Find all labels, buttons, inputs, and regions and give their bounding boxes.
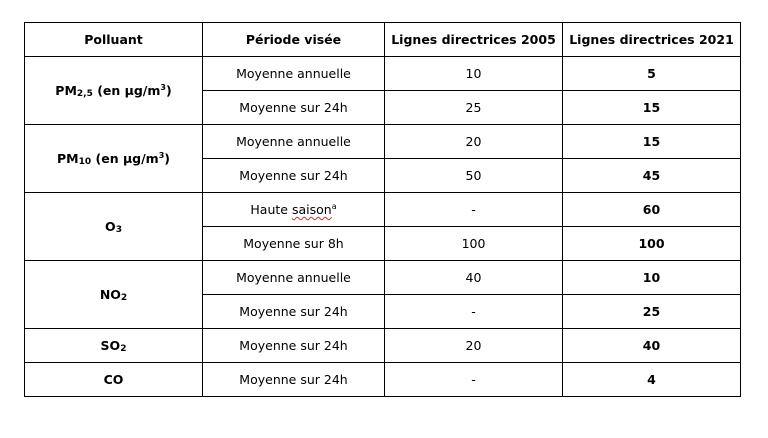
value-2005-cell: 10 [385,57,563,91]
period-cell: Moyenne sur 8h [203,227,385,261]
value-2021-cell: 60 [563,193,741,227]
pollutant-o3: O3 [25,193,203,261]
table-row [25,363,741,397]
value-2021-cell: 5 [563,57,741,91]
period-cell: Moyenne annuelle [203,261,385,295]
value-2005-cell: 100 [385,227,563,261]
value-2005-cell: 25 [385,91,563,125]
value-2021-cell: 4 [563,363,741,397]
value-2005-cell: 20 [385,329,563,363]
period-cell: Moyenne annuelle [203,57,385,91]
value-2021-cell: 15 [563,125,741,159]
value-2005-cell: - [385,295,563,329]
period-cell: Moyenne sur 24h [203,329,385,363]
header-row [25,23,741,57]
spellcheck-underline: saison [291,202,332,217]
header-guidelines-2021: Lignes directrices 2021 [563,23,741,57]
value-2021-cell: 25 [563,295,741,329]
period-cell: Moyenne sur 24h [203,159,385,193]
table-row [25,193,741,227]
pollutant-so2: SO2 [25,329,203,363]
table-row [25,57,741,91]
table-row [25,329,741,363]
value-2005-cell: 20 [385,125,563,159]
value-2021-cell: 45 [563,159,741,193]
pollutant-pm25: PM2,5 (en $\mu g/m^3$) [25,57,203,125]
header-pollutant: Polluant [25,23,203,57]
pollutant-no2: NO2 [25,261,203,329]
value-2021-cell: 15 [563,91,741,125]
pollutant-co: CO [25,363,203,397]
value-2021-cell: 100 [563,227,741,261]
period-cell: Moyenne sur 24h [203,363,385,397]
period-cell: Moyenne annuelle [203,125,385,159]
header-guidelines-2005: Lignes directrices 2005 [385,23,563,57]
table-row [25,125,741,159]
value-2021-cell: 10 [563,261,741,295]
table-row [25,261,741,295]
value-2021-cell: 40 [563,329,741,363]
pollutant-pm10: PM10 (en $\mu g/m^3$) [25,125,203,193]
period-cell: Haute saison$^a$ [203,193,385,227]
air-quality-guidelines-table [24,22,741,397]
value-2005-cell: 50 [385,159,563,193]
period-cell: Moyenne sur 24h [203,295,385,329]
value-2005-cell: - [385,363,563,397]
value-2005-cell: - [385,193,563,227]
header-period: Période visée [203,23,385,57]
value-2005-cell: 40 [385,261,563,295]
period-cell: Moyenne sur 24h [203,91,385,125]
